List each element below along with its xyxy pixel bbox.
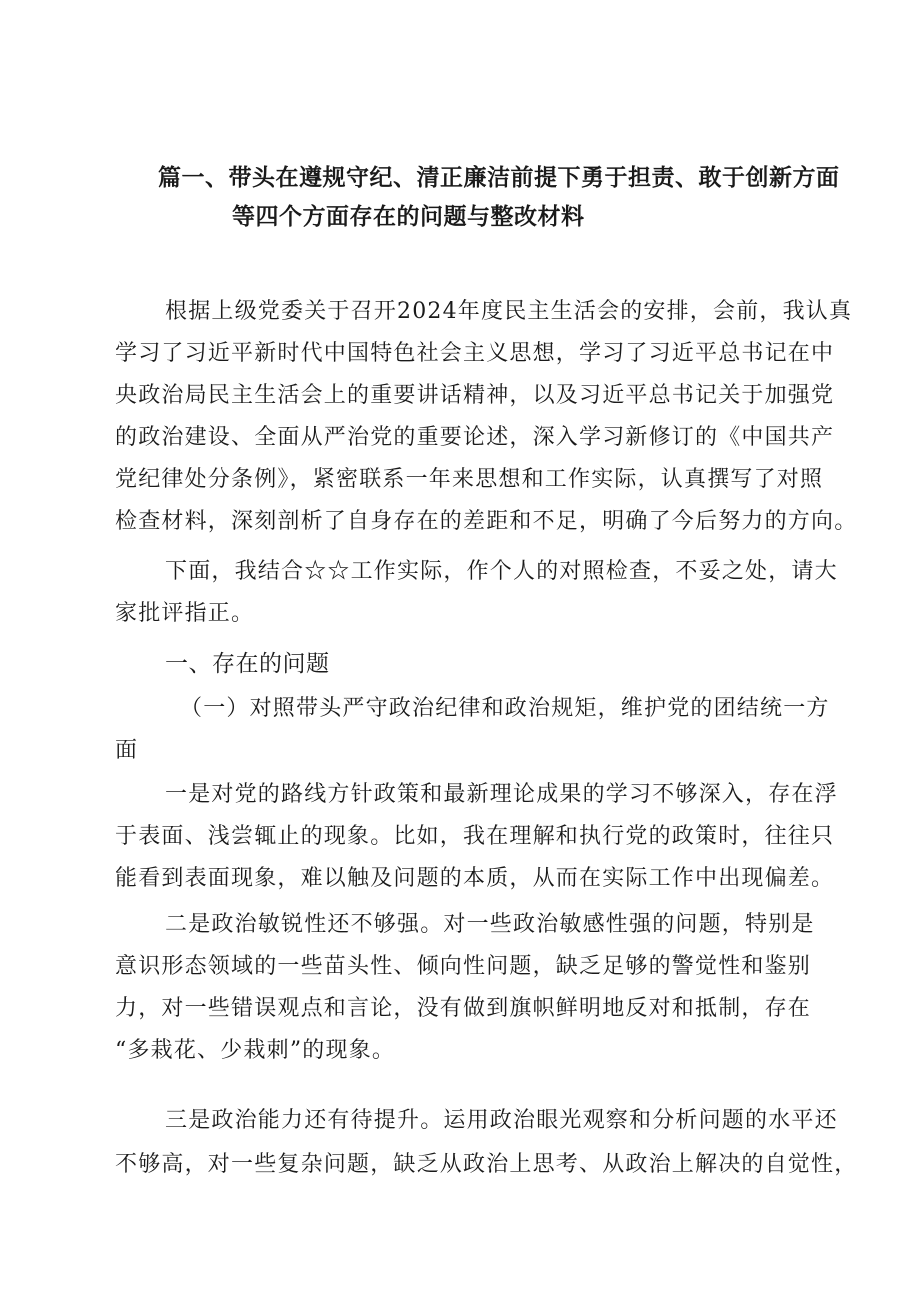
paragraph-line: 不够高，对一些复杂问题，缺乏从政治上思考、从政治上解决的自觉性， — [115, 1152, 858, 1177]
subsection-heading-line: （一）对照带头严守政治纪律和政治规矩，维护党的团结统一方 — [180, 696, 830, 721]
intro-line: 党纪律处分条例》，紧密联系一年来思想和工作实际，认真撰写了对照 — [115, 467, 824, 492]
paragraph-line: 意识形态领域的一些苗头性、倾向性问题，缺乏足够的警觉性和鉴别 — [115, 954, 812, 979]
paragraph-line: 力，对一些错误观点和言论，没有做到旗帜鲜明地反对和抵制，存在 — [115, 996, 812, 1021]
intro-line: 央政治局民主生活会上的重要讲话精神，以及习近平总书记关于加强党 — [115, 383, 835, 408]
intro-line: 的政治建设、全面从严治党的重要论述，深入学习新修订的《中国共产 — [115, 425, 835, 450]
intro2-line: 下面，我结合☆☆工作实际，作个人的对照检查，不妥之处，请大 — [165, 559, 838, 584]
intro-line: 检查材料，深刻剖析了自身存在的差距和不足，明确了今后努力的方向。 — [115, 509, 858, 534]
paragraph-line: “多栽花、少栽刺”的现象。 — [115, 1038, 396, 1063]
intro-line: 学习了习近平新时代中国特色社会主义思想，学习了习近平总书记在中 — [115, 341, 835, 366]
paragraph-line: 三是政治能力还有待提升。运用政治眼光观察和分析问题的水平还 — [165, 1108, 838, 1133]
paragraph-line: 二是政治敏锐性还不够强。对一些政治敏感性强的问题，特别是 — [165, 912, 815, 937]
intro-line: 根据上级党委关于召开2024年度民主生活会的安排，会前，我认真 — [165, 299, 853, 324]
document-title-line-2: 等四个方面存在的问题与整改材料 — [232, 204, 585, 230]
subsection-heading-line: 面 — [115, 738, 139, 763]
paragraph-line: 一是对党的路线方针政策和最新理论成果的学习不够深入，存在浮 — [165, 782, 838, 807]
document-title-line-1: 篇一、带头在遵规守纪、清正廉洁前提下勇于担责、敢于创新方面 — [158, 165, 840, 191]
paragraph-line: 能看到表面现象，难以触及问题的本质，从而在实际工作中出现偏差。 — [115, 866, 835, 891]
section-heading: 一、存在的问题 — [165, 651, 330, 677]
intro2-line: 家批评指正。 — [115, 601, 255, 626]
paragraph-line: 于表面、浅尝辄止的现象。比如，我在理解和执行党的政策时，往往只 — [115, 824, 835, 849]
